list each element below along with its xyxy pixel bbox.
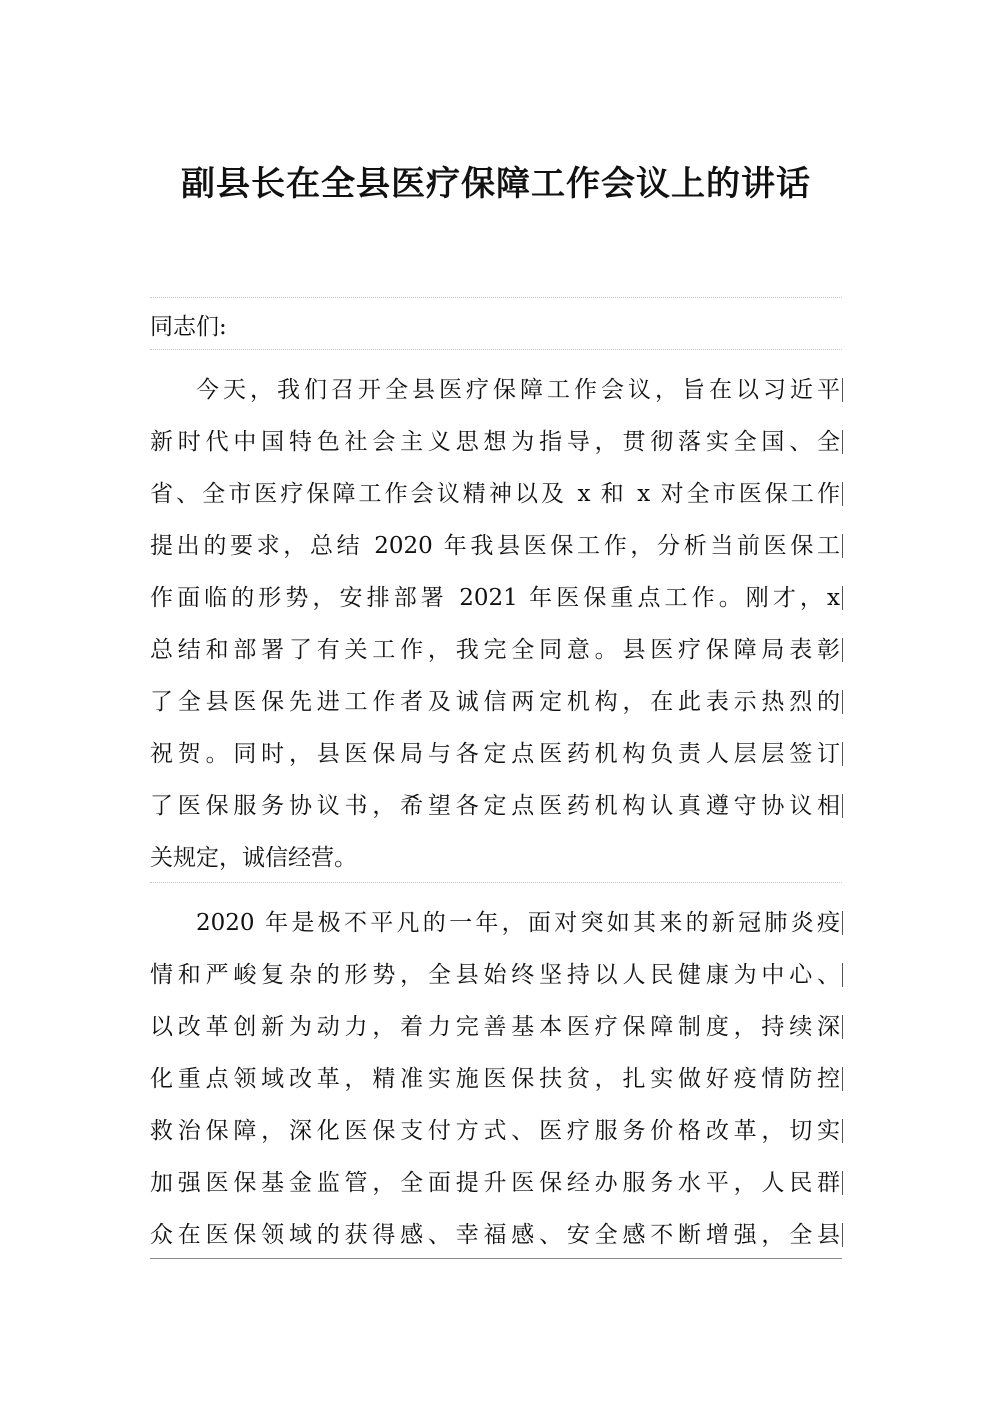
margin-mark bbox=[842, 690, 843, 714]
paragraph-line: 情和严峻复杂的形势，全县始终坚持以人民健康为中心、 bbox=[150, 962, 840, 988]
divider bbox=[150, 297, 842, 298]
paragraph-line: 省、全市医疗保障工作会议精神以及 x 和 x 对全市医保工作 bbox=[150, 481, 840, 507]
paragraph-line: 新时代中国特色社会主义思想为指导，贯彻落实全国、全 bbox=[150, 429, 840, 455]
margin-mark bbox=[842, 378, 843, 402]
divider bbox=[150, 349, 842, 350]
margin-mark bbox=[842, 638, 843, 662]
margin-mark bbox=[842, 1119, 843, 1143]
divider bbox=[150, 1258, 842, 1259]
paragraph-line: 今天，我们召开全县医疗保障工作会议，旨在以习近平 bbox=[196, 377, 840, 403]
salutation: 同志们: bbox=[150, 314, 227, 340]
paragraph-line: 加强医保基金监管，全面提升医保经办服务水平，人民群 bbox=[150, 1170, 840, 1196]
margin-mark bbox=[842, 1223, 843, 1247]
margin-mark bbox=[842, 1067, 843, 1091]
margin-mark bbox=[842, 742, 843, 766]
divider bbox=[150, 882, 842, 883]
paragraph-line: 众在医保领域的获得感、幸福感、安全感不断增强，全县 bbox=[150, 1222, 840, 1248]
margin-mark bbox=[842, 1171, 843, 1195]
paragraph-line: 关规定，诚信经营。 bbox=[150, 845, 357, 871]
document-title: 副县长在全县医疗保障工作会议上的讲话 bbox=[181, 164, 811, 204]
paragraph-line: 祝贺。同时，县医保局与各定点医药机构负责人层层签订 bbox=[150, 741, 840, 767]
margin-mark bbox=[842, 1015, 843, 1039]
paragraph-line: 救治保障，深化医保支付方式、医疗服务价格改革，切实 bbox=[150, 1118, 840, 1144]
paragraph-line: 以改革创新为动力，着力完善基本医疗保障制度，持续深 bbox=[150, 1014, 840, 1040]
paragraph-line: 2020 年是极不平凡的一年，面对突如其来的新冠肺炎疫 bbox=[196, 910, 840, 936]
paragraph-line: 作面临的形势，安排部署 2021 年医保重点工作。刚才，x bbox=[150, 585, 840, 611]
paragraph-line: 总结和部署了有关工作，我完全同意。县医疗保障局表彰 bbox=[150, 637, 840, 663]
paragraph-line: 化重点领域改革，精准实施医保扶贫，扎实做好疫情防控 bbox=[150, 1066, 840, 1092]
margin-mark bbox=[842, 430, 843, 454]
margin-mark bbox=[842, 534, 843, 558]
paragraph-line: 了全县医保先进工作者及诚信两定机构，在此表示热烈的 bbox=[150, 689, 840, 715]
margin-mark bbox=[842, 482, 843, 506]
paragraph-line: 了医保服务协议书，希望各定点医药机构认真遵守协议相 bbox=[150, 793, 840, 819]
margin-mark bbox=[842, 586, 843, 610]
paragraph-line: 提出的要求，总结 2020 年我县医保工作，分析当前医保工 bbox=[150, 533, 840, 559]
margin-mark bbox=[842, 794, 843, 818]
margin-mark bbox=[842, 911, 843, 935]
margin-mark bbox=[842, 963, 843, 987]
